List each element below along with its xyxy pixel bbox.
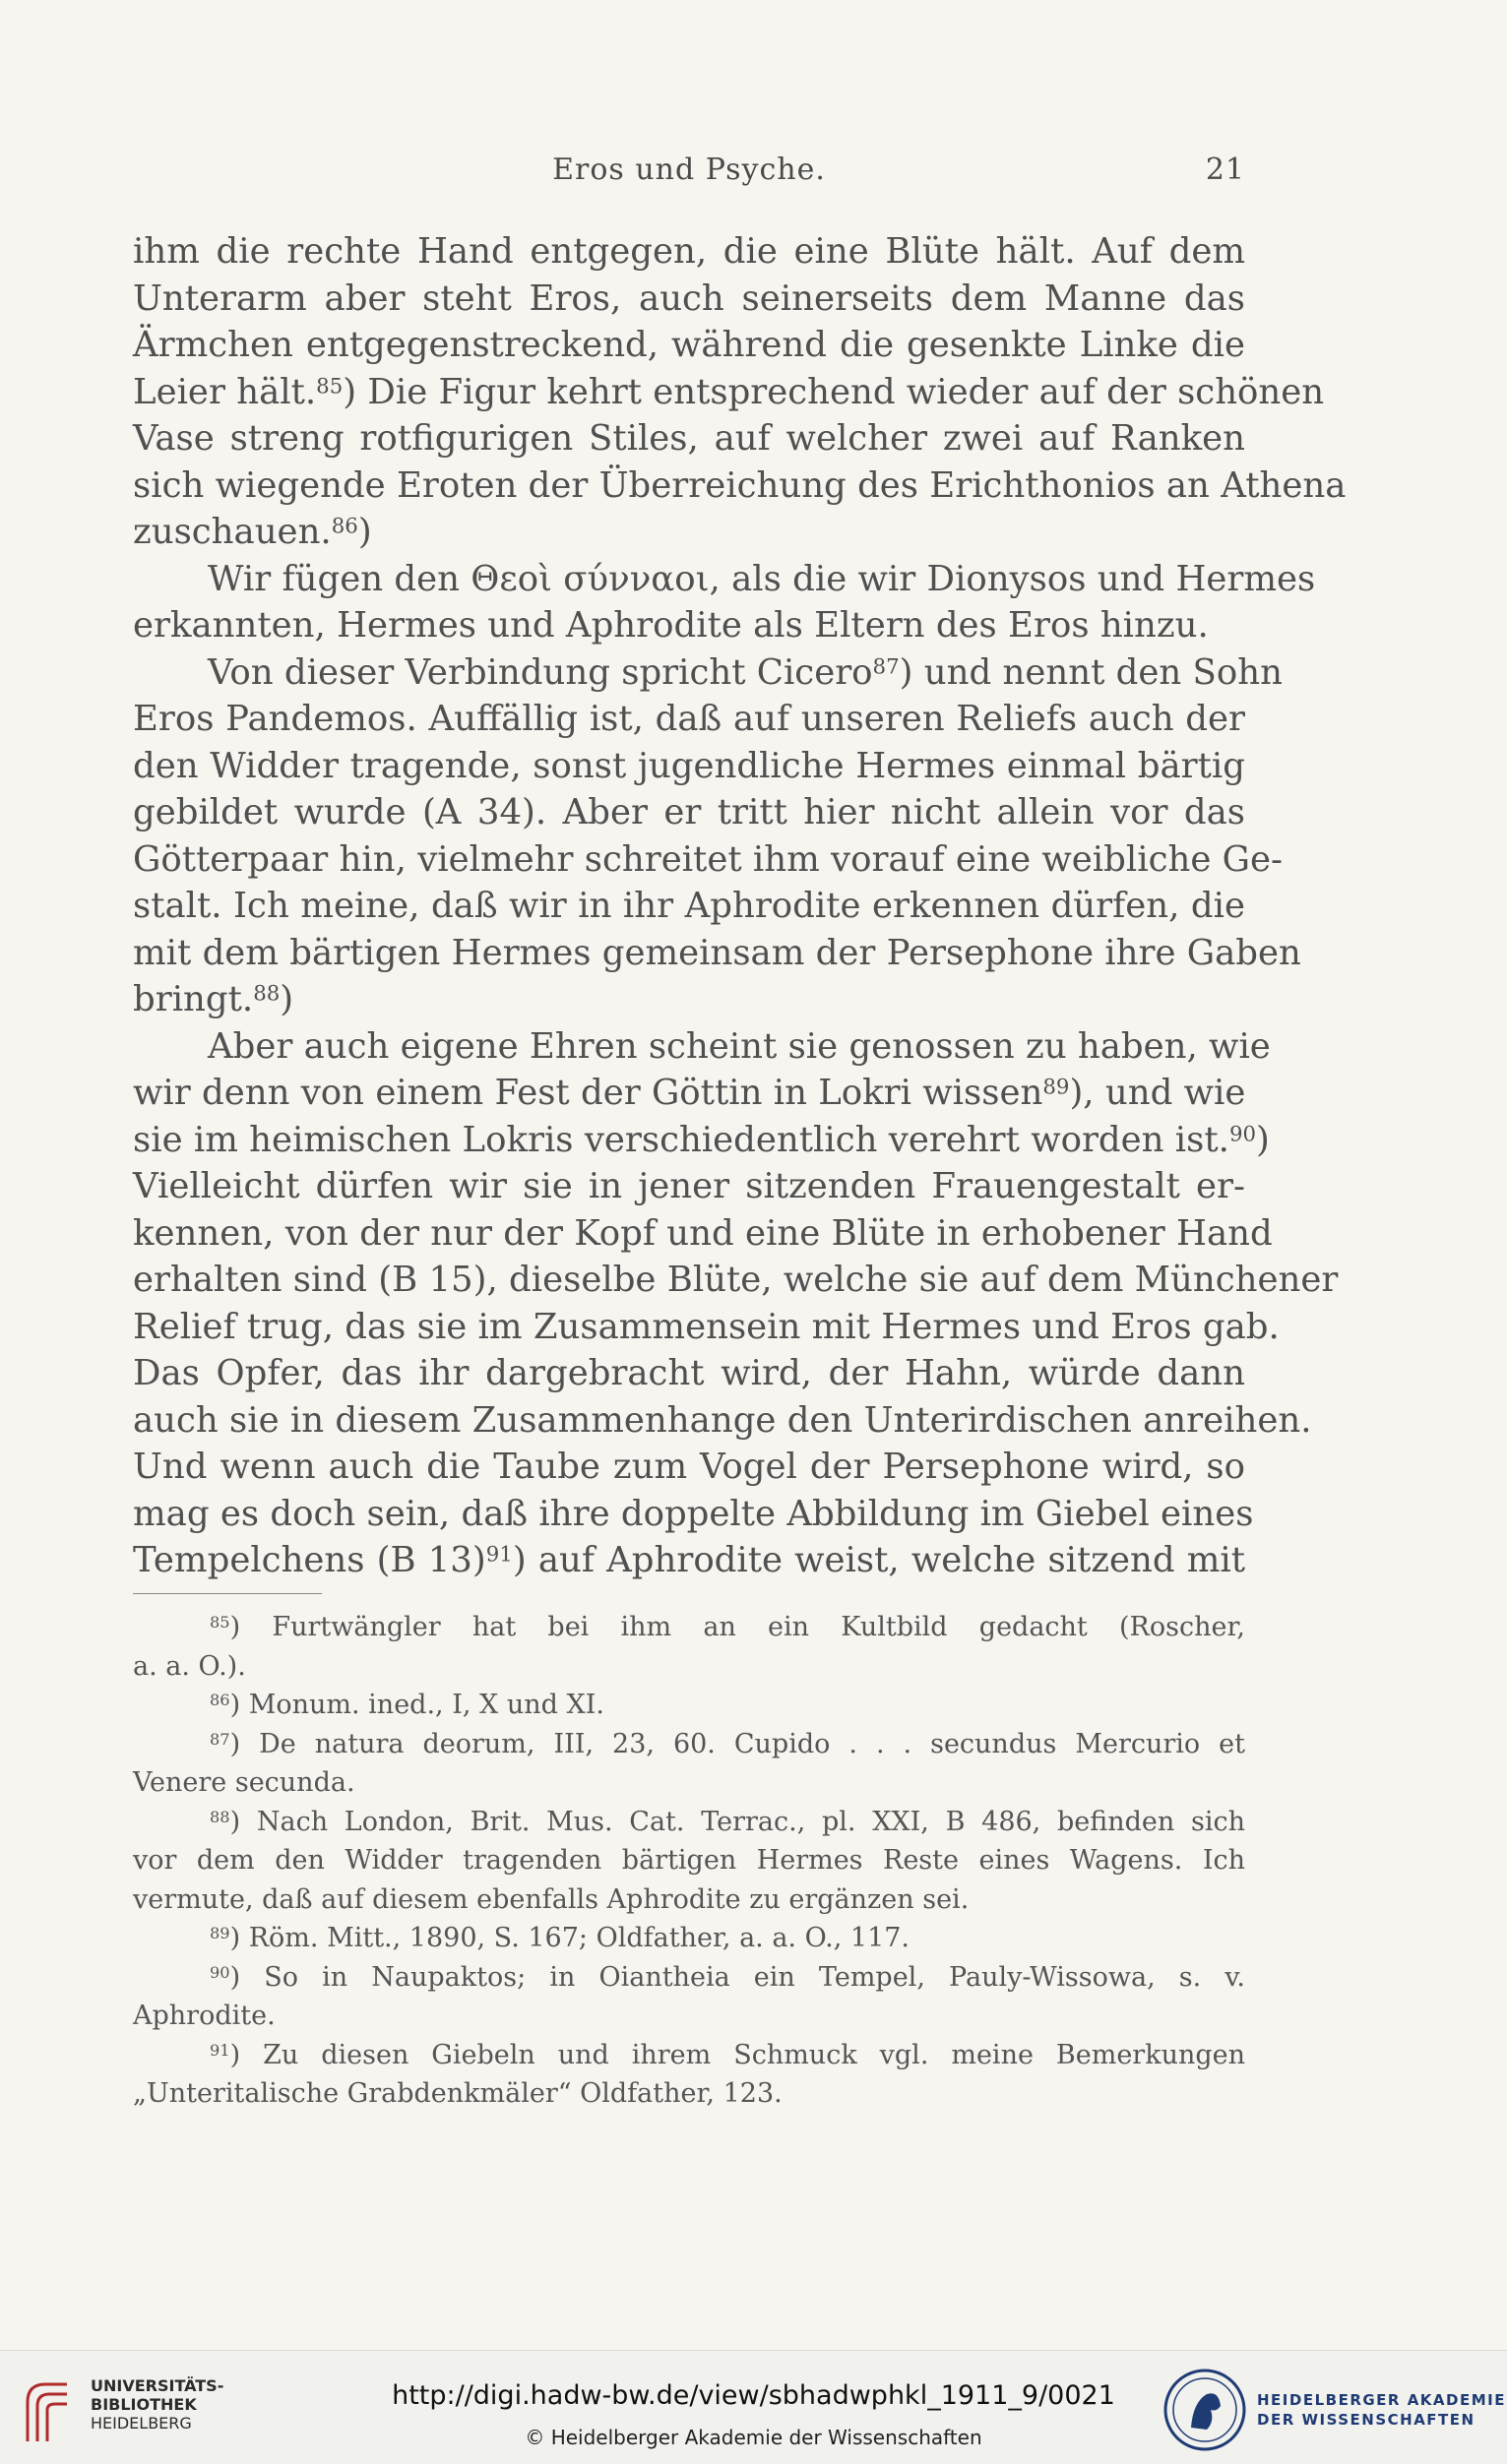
- footnote-line: vor dem den Widder tragenden bärtigen Hermes Reste eines Wagens. Ich: [133, 1845, 1245, 1876]
- body-text-line: auch sie in diesem Zusammenhange den Unterirdischen anreihen.: [133, 1399, 1312, 1441]
- footnote-line: $^{91}$) Zu diesen Giebeln und ihrem Schmuck vgl. meine Bemerkungen: [210, 2039, 1245, 2070]
- footnote-line: $^{87}$) De natura deorum, III, 23, 60. Cupido . . . secundus Mercurio et: [210, 1728, 1245, 1759]
- body-text-line: Unterarm aber steht Eros, auch seinerseits dem Manne das: [133, 277, 1245, 319]
- body-text-line: erkannten, Hermes und Aphrodite als Eltern des Eros hinzu.: [133, 605, 1209, 646]
- body-text-line: bringt.$^{88}$): [133, 979, 294, 1019]
- body-text-line: gebildet wurde (A 34). Aber er tritt hier nicht allein vor das: [133, 792, 1245, 832]
- footnote-line: „Unteritalische Grabdenkmäler“ Oldfather, 123.: [133, 2078, 783, 2109]
- footnote-marker: 89: [210, 1923, 230, 1942]
- footnotes: [133, 1608, 1245, 2114]
- body-text-line: Götterpaar hin, vielmehr schreitet ihm vorauf eine weibliche Ge-: [133, 838, 1283, 880]
- footnote-marker: 90: [210, 1962, 230, 1982]
- footnote-marker: 91: [210, 2040, 230, 2060]
- body-text-line: Leier hält.$^{85}$) Die Figur kehrt entsprechend wieder auf der schönen: [133, 371, 1325, 412]
- footnote-marker: 85: [210, 1612, 230, 1632]
- body-text-line: mag es doch sein, daß ihre doppelte Abbildung im Giebel eines: [133, 1493, 1254, 1534]
- footnote-line: $^{86}$) Monum. ined., I, X und XI.: [210, 1690, 604, 1720]
- footnote-line: Venere secunda.: [133, 1767, 355, 1798]
- body-text-line: Von dieser Verbindung spricht Cicero$^{87}$) und nennt den Sohn: [208, 651, 1283, 693]
- library-name-line-3: HEIDELBERG: [91, 2414, 192, 2433]
- body-text-line: kennen, von der nur der Kopf und eine Blüte in erhobener Hand: [133, 1212, 1273, 1254]
- body-text-line: Ärmchen entgegenstreckend, während die gesenkte Linke die: [133, 325, 1245, 365]
- body-text-line: stalt. Ich meine, daß wir in ihr Aphrodite erkennen dürfen, die: [133, 886, 1245, 926]
- footnote-divider: [133, 1593, 322, 1594]
- footnote-line: Aphrodite.: [133, 2001, 276, 2031]
- footnote-line: $^{89}$) Röm. Mitt., 1890, S. 167; Oldfather, a. a. O., 117.: [210, 1923, 910, 1953]
- footnote-marker: 86: [210, 1690, 230, 1709]
- body-text-line: ihm die rechte Hand entgegen, die eine Blüte hält. Auf dem: [133, 231, 1245, 272]
- running-title: Eros und Psyche.: [552, 153, 826, 187]
- footnote-marker: 87: [872, 653, 900, 679]
- body-text-line: sich wiegende Eroten der Überreichung des Erichthonios an Athena: [133, 464, 1347, 506]
- footnote-marker: 91: [485, 1542, 513, 1568]
- body-text-line: Eros Pandemos. Auffällig ist, daß auf unseren Reliefs auch der: [133, 699, 1245, 739]
- university-library-logo-icon: [18, 2372, 87, 2451]
- body-text-line: Vielleicht dürfen wir sie in jener sitzenden Frauengestalt er-: [133, 1166, 1245, 1206]
- body-text-line: wir denn von einem Fest der Göttin in Lokri wissen$^{89}$), und wie: [133, 1073, 1246, 1113]
- body-text-line: mit dem bärtigen Hermes gemeinsam der Persephone ihre Gaben: [133, 932, 1301, 973]
- body-text-line: Und wenn auch die Taube zum Vogel der Persephone wird, so: [133, 1447, 1245, 1487]
- academy-name: [1257, 2390, 1506, 2430]
- footnote-line: $^{88}$) Nach London, Brit. Mus. Cat. Terrac., pl. XXI, B 486, befinden sich: [210, 1806, 1245, 1837]
- body-text-line: Aber auch eigene Ehren scheint sie genossen zu haben, wie: [208, 1025, 1271, 1067]
- footnote-line: a. a. O.).: [133, 1650, 246, 1682]
- academy-name-line-1: HEIDELBERGER AKADEMIE: [1257, 2391, 1506, 2409]
- footnote-marker: 87: [210, 1729, 230, 1749]
- body-text-line: erhalten sind (B 15), dieselbe Blüte, welche sie auf dem Münchener: [133, 1260, 1339, 1300]
- library-name-line-2: BIBLIOTHEK: [91, 2395, 197, 2414]
- body-text-line: Relief trug, das sie im Zusammensein mit Hermes und Eros gab.: [133, 1306, 1280, 1347]
- footnote-marker: 88: [253, 981, 281, 1007]
- permalink-url[interactable]: http://digi.hadw-bw.de/view/sbhadwphkl_1911_9/0021: [392, 2380, 1115, 2411]
- body-text-line: den Widder tragende, sonst jugendliche Hermes einmal bärtig: [133, 745, 1245, 786]
- body-text-line: Tempelchens (B 13)$^{91}$) auf Aphrodite weist, welche sitzend mit: [133, 1540, 1245, 1580]
- university-library-name: [91, 2376, 223, 2433]
- body-text-line: Wir fügen den Θεοὶ σύνναοι, als die wir Dionysos und Hermes: [208, 558, 1316, 599]
- footnote-marker: 86: [331, 514, 358, 539]
- footnote-line: vermute, daß auf diesem ebenfalls Aphrodite zu ergänzen sei.: [133, 1883, 970, 1915]
- running-header: [133, 153, 1245, 202]
- digitization-footer: [0, 2350, 1507, 2464]
- footnote-line: $^{85}$) Furtwängler hat bei ihm an ein Kultbild gedacht (Roscher,: [210, 1612, 1245, 1642]
- page-number: 21: [1205, 153, 1245, 187]
- footnote-line: $^{90}$) So in Naupaktos; in Oiantheia ein Tempel, Pauly-Wissowa, s. v.: [210, 1961, 1245, 1993]
- academy-seal-icon: [1162, 2367, 1248, 2453]
- footnote-marker: 90: [1228, 1121, 1257, 1146]
- body-text-line: Das Opfer, das ihr dargebracht wird, der Hahn, würde dann: [133, 1353, 1245, 1393]
- body-text-line: zuschauen.$^{86}$): [133, 512, 372, 552]
- academy-name-line-2: DER WISSENSCHAFTEN: [1257, 2411, 1476, 2429]
- body-text-line: sie im heimischen Lokris verschiedentlich verehrt worden ist.$^{90}$): [133, 1119, 1270, 1160]
- footnote-marker: 88: [210, 1807, 230, 1826]
- library-name-line-1: UNIVERSITÄTS-: [91, 2376, 224, 2395]
- main-text: [133, 228, 1347, 1584]
- footnote-marker: 89: [1042, 1075, 1070, 1100]
- body-text-line: Vase streng rotfigurigen Stiles, auf welcher zwei auf Ranken: [133, 418, 1245, 459]
- copyright-notice: © Heidelberger Akademie der Wissenschaften: [525, 2426, 982, 2449]
- footnote-marker: 85: [316, 373, 344, 399]
